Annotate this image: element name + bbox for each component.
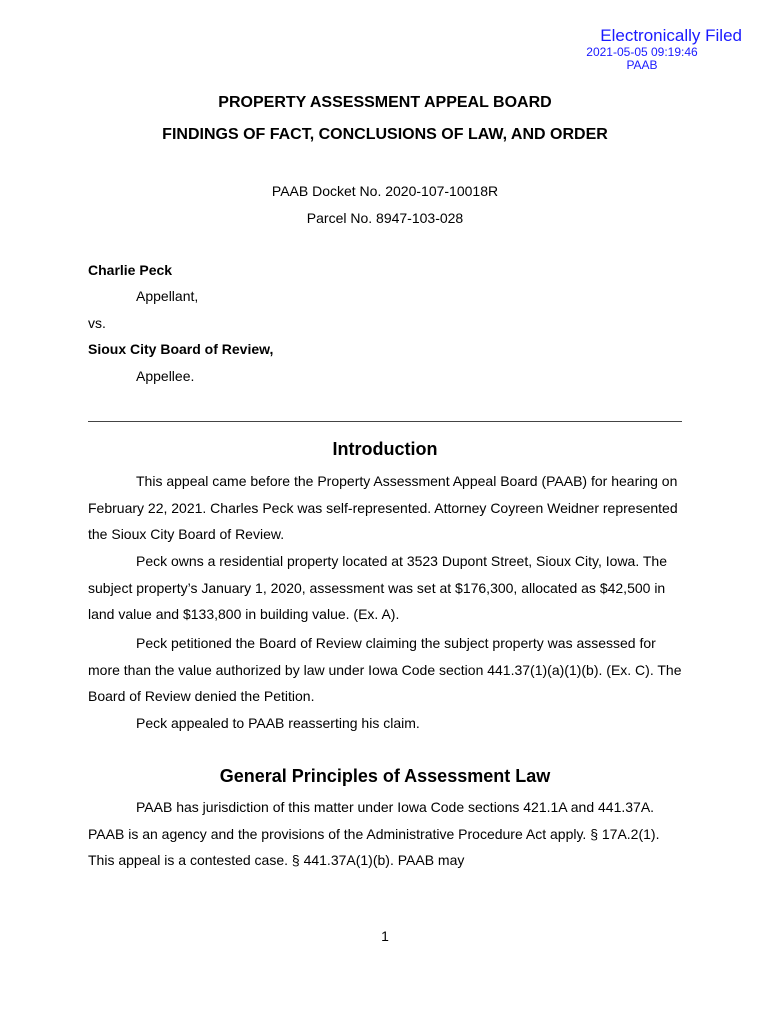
principles-paragraph-1: PAAB has jurisdiction of this matter under Iowa Code sections 421.1A and 441.37A. PAAB is an agency and the provisions of the Administrative Procedure Act apply. § 17A.2(1). This appeal is a contested case. § 441.37A(1)(b). PAAB may bbox=[88, 799, 660, 868]
electronic-filing-stamp bbox=[542, 26, 742, 72]
stamp-datetime: 2021-05-05 09:19:46 bbox=[586, 45, 698, 59]
appellant-role: Appellant, bbox=[136, 288, 199, 304]
introduction-heading: Introduction bbox=[332, 439, 438, 459]
intro-paragraph-2: Peck owns a residential property located at 3523 Dupont Street, Sioux City, Iowa. The subject property’s January 1, 2020, assessment was set at $176,300, allocated as $42,500 in land value and $133,800 in building value. (Ex. A). bbox=[88, 553, 667, 622]
document-title: FINDINGS OF FACT, CONCLUSIONS OF LAW, AND ORDER bbox=[162, 126, 608, 143]
intro-paragraph-3: Peck petitioned the Board of Review claiming the subject property was assessed for more than the value authorized by law under Iowa Code section 441.37(1)(a)(1)(b). (Ex. C). The Board of Review denied the Petition. bbox=[88, 635, 682, 704]
appellant-name: Charlie Peck bbox=[88, 262, 173, 278]
divider bbox=[88, 421, 682, 422]
intro-paragraph-1: This appeal came before the Property Assessment Appeal Board (PAAB) for hearing on February 22, 2021. Charles Peck was self-represented. Attorney Coyreen Weidner represented the Sioux City Board of Review. bbox=[88, 473, 678, 542]
page-number: 1 bbox=[381, 928, 389, 944]
appellee-name: Sioux City Board of Review, bbox=[88, 341, 274, 357]
versus: vs. bbox=[88, 315, 106, 331]
principles-heading: General Principles of Assessment Law bbox=[219, 766, 551, 786]
intro-paragraph-4: Peck appealed to PAAB reasserting his claim. bbox=[136, 715, 420, 731]
board-heading: PROPERTY ASSESSMENT APPEAL BOARD bbox=[218, 94, 552, 111]
stamp-agency: PAAB bbox=[626, 58, 658, 72]
docket-number: PAAB Docket No. 2020-107-10018R bbox=[271, 183, 499, 199]
parcel-number: Parcel No. 8947-103-028 bbox=[306, 210, 464, 226]
stamp-title: Electronically Filed bbox=[600, 26, 742, 45]
appellee-role: Appellee. bbox=[136, 368, 195, 384]
